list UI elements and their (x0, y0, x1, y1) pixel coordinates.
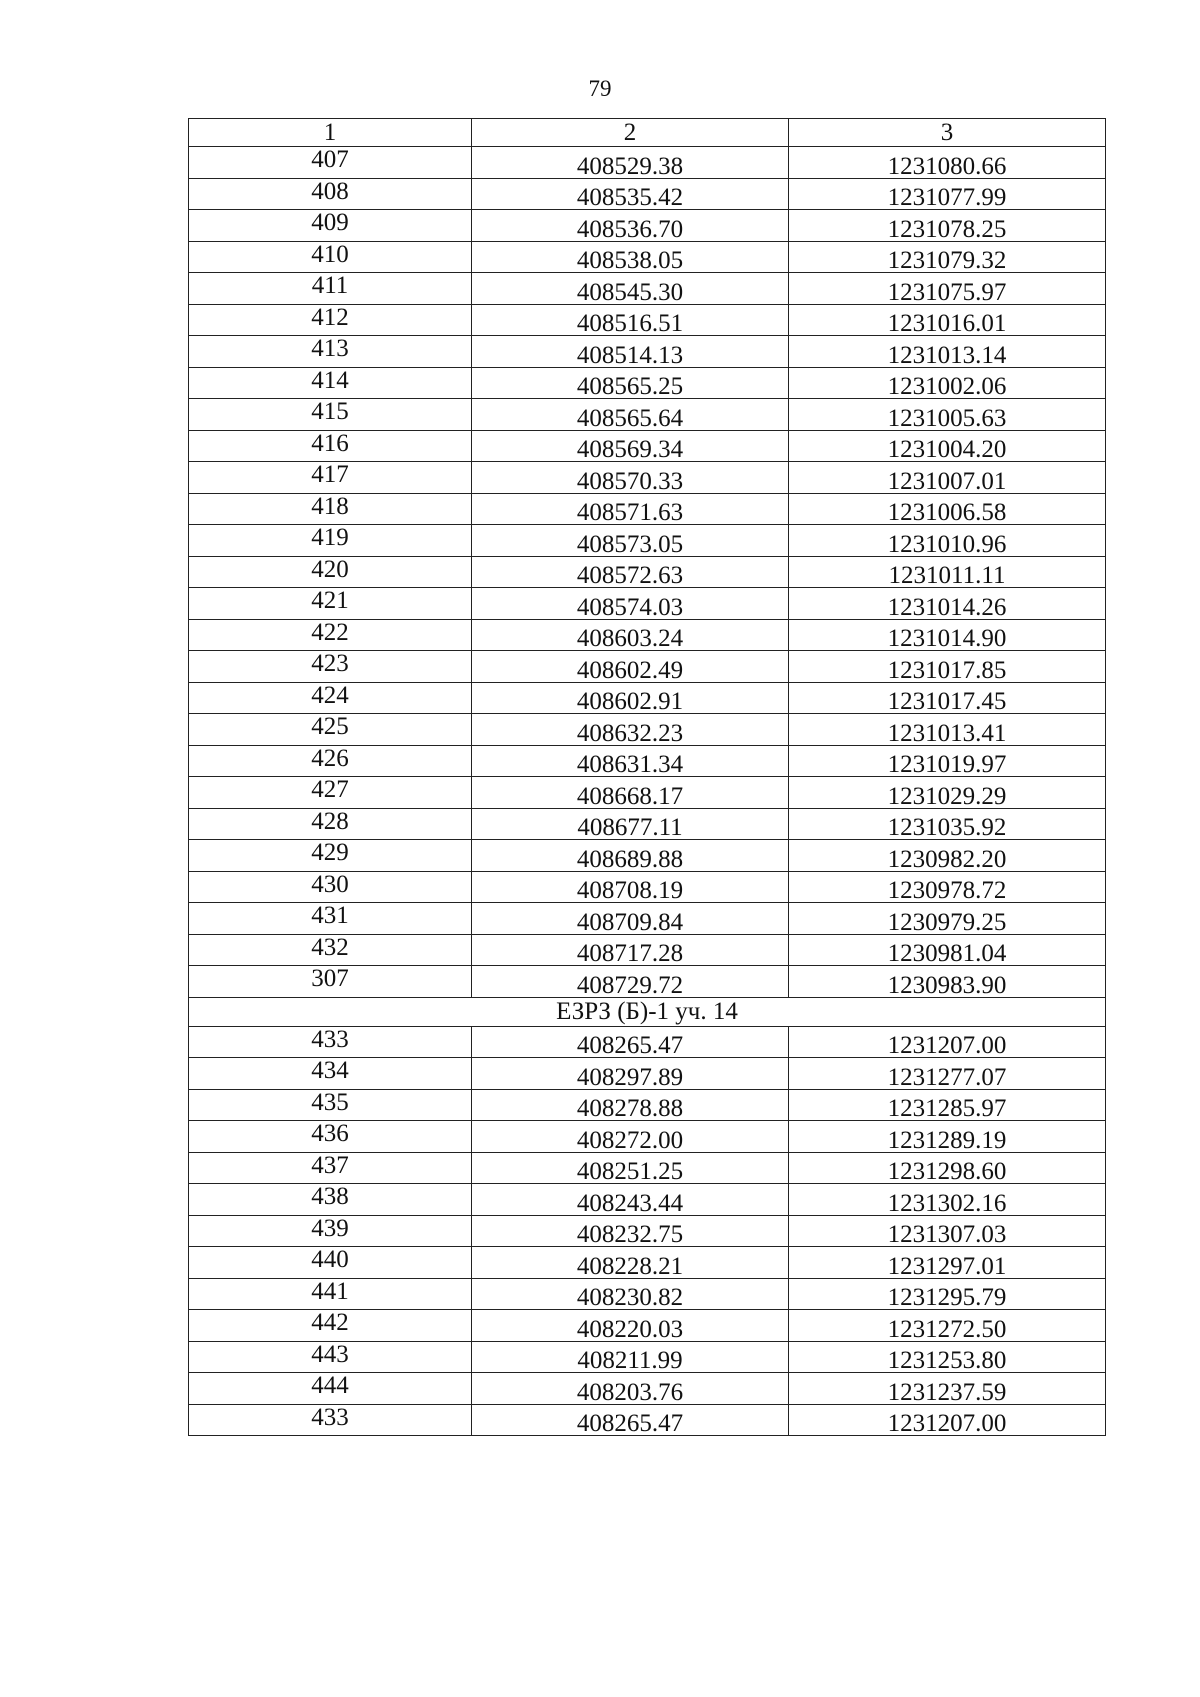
coordinate-x-cell: 408572.63 (472, 556, 789, 588)
table-row (189, 1373, 1106, 1405)
point-number-cell: 424 (189, 682, 472, 714)
table-row (189, 210, 1106, 242)
coordinate-x-cell: 408232.75 (472, 1215, 789, 1247)
point-number-cell: 434 (189, 1058, 472, 1090)
coordinate-x-cell: 408602.91 (472, 682, 789, 714)
table-row (189, 1089, 1106, 1121)
coordinate-x-cell: 408569.34 (472, 430, 789, 462)
coordinate-x-cell: 408203.76 (472, 1373, 789, 1405)
coordinate-y-cell: 1231006.58 (789, 493, 1106, 525)
point-number-cell: 418 (189, 493, 472, 525)
coordinate-y-cell: 1231016.01 (789, 304, 1106, 336)
point-number-cell: 426 (189, 745, 472, 777)
coordinate-x-cell: 408278.88 (472, 1089, 789, 1121)
coordinate-x-cell: 408708.19 (472, 871, 789, 903)
point-number-cell: 436 (189, 1121, 472, 1153)
coordinate-y-cell: 1231014.90 (789, 619, 1106, 651)
point-number-cell: 439 (189, 1215, 472, 1247)
coordinate-y-cell: 1231035.92 (789, 808, 1106, 840)
point-number-cell: 441 (189, 1278, 472, 1310)
section-header-row (189, 997, 1106, 1026)
table-row (189, 934, 1106, 966)
page-number: 79 (588, 76, 612, 101)
point-number-cell: 414 (189, 367, 472, 399)
point-number-cell: 430 (189, 871, 472, 903)
coordinate-x-cell: 408265.47 (472, 1026, 789, 1058)
point-number-cell: 437 (189, 1152, 472, 1184)
coordinate-y-cell: 1231002.06 (789, 367, 1106, 399)
coordinate-y-cell: 1231295.79 (789, 1278, 1106, 1310)
point-number-cell: 427 (189, 777, 472, 809)
coordinate-y-cell: 1231011.11 (789, 556, 1106, 588)
coordinate-y-cell: 1231298.60 (789, 1152, 1106, 1184)
coordinate-y-cell: 1231010.96 (789, 525, 1106, 557)
table-header-row (189, 119, 1106, 147)
coordinate-y-cell: 1231029.29 (789, 777, 1106, 809)
table-row (189, 1215, 1106, 1247)
table-row (189, 304, 1106, 336)
point-number-cell: 413 (189, 336, 472, 368)
table-row (189, 682, 1106, 714)
table-row (189, 525, 1106, 557)
point-number-cell: 423 (189, 651, 472, 683)
coordinate-y-cell: 1231079.32 (789, 241, 1106, 273)
point-number-cell: 415 (189, 399, 472, 431)
table-row (189, 1184, 1106, 1216)
table-row (189, 745, 1106, 777)
coordinate-y-cell: 1231014.26 (789, 588, 1106, 620)
point-number-cell: 417 (189, 462, 472, 494)
point-number-cell: 443 (189, 1341, 472, 1373)
coordinate-x-cell: 408717.28 (472, 934, 789, 966)
coordinate-x-cell: 408602.49 (472, 651, 789, 683)
coordinate-x-cell: 408570.33 (472, 462, 789, 494)
table-row (189, 336, 1106, 368)
table-row (189, 462, 1106, 494)
table-row (189, 1152, 1106, 1184)
coordinate-y-cell: 1231207.00 (789, 1404, 1106, 1436)
coordinate-x-cell: 408565.25 (472, 367, 789, 399)
coordinate-y-cell: 1231080.66 (789, 147, 1106, 179)
table-row (189, 273, 1106, 305)
point-number-cell: 440 (189, 1247, 472, 1279)
table-row (189, 430, 1106, 462)
coordinate-x-cell: 408729.72 (472, 966, 789, 998)
coordinate-x-cell: 408545.30 (472, 273, 789, 305)
table-row (189, 1310, 1106, 1342)
coordinate-y-cell: 1231005.63 (789, 399, 1106, 431)
column-header-1: 1 (189, 119, 472, 147)
point-number-cell: 433 (189, 1404, 472, 1436)
point-number-cell: 410 (189, 241, 472, 273)
point-number-cell: 438 (189, 1184, 472, 1216)
coordinate-y-cell: 1231277.07 (789, 1058, 1106, 1090)
coordinate-x-cell: 408272.00 (472, 1121, 789, 1153)
table-row (189, 367, 1106, 399)
point-number-cell: 431 (189, 903, 472, 935)
table-row (189, 1121, 1106, 1153)
coordinate-x-cell: 408668.17 (472, 777, 789, 809)
coordinate-x-cell: 408514.13 (472, 336, 789, 368)
table-row (189, 1404, 1106, 1436)
coordinate-y-cell: 1230978.72 (789, 871, 1106, 903)
coordinate-y-cell: 1231078.25 (789, 210, 1106, 242)
table-row (189, 588, 1106, 620)
section-title: ЕЗРЗ (Б)-1 уч. 14 (189, 997, 1106, 1026)
column-header-3: 3 (789, 119, 1106, 147)
coordinate-x-cell: 408603.24 (472, 619, 789, 651)
point-number-cell: 408 (189, 178, 472, 210)
table-row (189, 651, 1106, 683)
point-number-cell: 428 (189, 808, 472, 840)
point-number-cell: 411 (189, 273, 472, 305)
point-number-cell: 425 (189, 714, 472, 746)
coordinate-x-cell: 408220.03 (472, 1310, 789, 1342)
point-number-cell: 442 (189, 1310, 472, 1342)
point-number-cell: 429 (189, 840, 472, 872)
point-number-cell: 444 (189, 1373, 472, 1405)
coordinate-y-cell: 1231207.00 (789, 1026, 1106, 1058)
coordinate-y-cell: 1231004.20 (789, 430, 1106, 462)
table-row (189, 619, 1106, 651)
table-row (189, 840, 1106, 872)
point-number-cell: 433 (189, 1026, 472, 1058)
coordinate-x-cell: 408689.88 (472, 840, 789, 872)
coordinate-x-cell: 408230.82 (472, 1278, 789, 1310)
coordinate-y-cell: 1231077.99 (789, 178, 1106, 210)
coordinate-y-cell: 1231017.85 (789, 651, 1106, 683)
coordinates-table (188, 118, 1106, 1436)
coordinate-y-cell: 1231019.97 (789, 745, 1106, 777)
coordinate-y-cell: 1230982.20 (789, 840, 1106, 872)
table-row (189, 714, 1106, 746)
table-row (189, 903, 1106, 935)
point-number-cell: 409 (189, 210, 472, 242)
table-row (189, 556, 1106, 588)
point-number-cell: 416 (189, 430, 472, 462)
table-row (189, 777, 1106, 809)
table-row (189, 493, 1106, 525)
coordinate-y-cell: 1230981.04 (789, 934, 1106, 966)
coordinate-x-cell: 408632.23 (472, 714, 789, 746)
table-row (189, 966, 1106, 998)
coordinate-x-cell: 408516.51 (472, 304, 789, 336)
coordinates-table-body (189, 119, 1106, 1436)
coordinate-y-cell: 1231013.14 (789, 336, 1106, 368)
coordinate-y-cell: 1230983.90 (789, 966, 1106, 998)
coordinate-x-cell: 408243.44 (472, 1184, 789, 1216)
coordinate-y-cell: 1231297.01 (789, 1247, 1106, 1279)
coordinate-y-cell: 1231017.45 (789, 682, 1106, 714)
table-row (189, 399, 1106, 431)
coordinate-y-cell: 1231253.80 (789, 1341, 1106, 1373)
coordinate-y-cell: 1231237.59 (789, 1373, 1106, 1405)
table-row (189, 241, 1106, 273)
point-number-cell: 421 (189, 588, 472, 620)
coordinate-y-cell: 1231289.19 (789, 1121, 1106, 1153)
coordinate-y-cell: 1231075.97 (789, 273, 1106, 305)
coordinate-x-cell: 408228.21 (472, 1247, 789, 1279)
coordinate-x-cell: 408529.38 (472, 147, 789, 179)
point-number-cell: 422 (189, 619, 472, 651)
point-number-cell: 432 (189, 934, 472, 966)
point-number-cell: 407 (189, 147, 472, 179)
table-row (189, 147, 1106, 179)
coordinate-y-cell: 1230979.25 (789, 903, 1106, 935)
point-number-cell: 307 (189, 966, 472, 998)
table-row (189, 1026, 1106, 1058)
table-row (189, 1058, 1106, 1090)
point-number-cell: 435 (189, 1089, 472, 1121)
coordinate-x-cell: 408709.84 (472, 903, 789, 935)
table-row (189, 178, 1106, 210)
table-row (189, 1278, 1106, 1310)
point-number-cell: 419 (189, 525, 472, 557)
column-header-2: 2 (472, 119, 789, 147)
coordinate-y-cell: 1231307.03 (789, 1215, 1106, 1247)
table-row (189, 871, 1106, 903)
coordinate-x-cell: 408535.42 (472, 178, 789, 210)
coordinate-x-cell: 408538.05 (472, 241, 789, 273)
table-row (189, 1341, 1106, 1373)
coordinate-y-cell: 1231272.50 (789, 1310, 1106, 1342)
coordinate-y-cell: 1231013.41 (789, 714, 1106, 746)
coordinate-x-cell: 408265.47 (472, 1404, 789, 1436)
point-number-cell: 412 (189, 304, 472, 336)
coordinate-y-cell: 1231285.97 (789, 1089, 1106, 1121)
table-row (189, 1247, 1106, 1279)
coordinate-x-cell: 408536.70 (472, 210, 789, 242)
coordinate-x-cell: 408573.05 (472, 525, 789, 557)
coordinate-x-cell: 408565.64 (472, 399, 789, 431)
coordinate-y-cell: 1231302.16 (789, 1184, 1106, 1216)
coordinate-x-cell: 408631.34 (472, 745, 789, 777)
coordinate-x-cell: 408251.25 (472, 1152, 789, 1184)
coordinate-x-cell: 408677.11 (472, 808, 789, 840)
coordinate-x-cell: 408297.89 (472, 1058, 789, 1090)
point-number-cell: 420 (189, 556, 472, 588)
coordinate-x-cell: 408574.03 (472, 588, 789, 620)
coordinate-x-cell: 408571.63 (472, 493, 789, 525)
coordinate-x-cell: 408211.99 (472, 1341, 789, 1373)
coordinate-y-cell: 1231007.01 (789, 462, 1106, 494)
table-row (189, 808, 1106, 840)
